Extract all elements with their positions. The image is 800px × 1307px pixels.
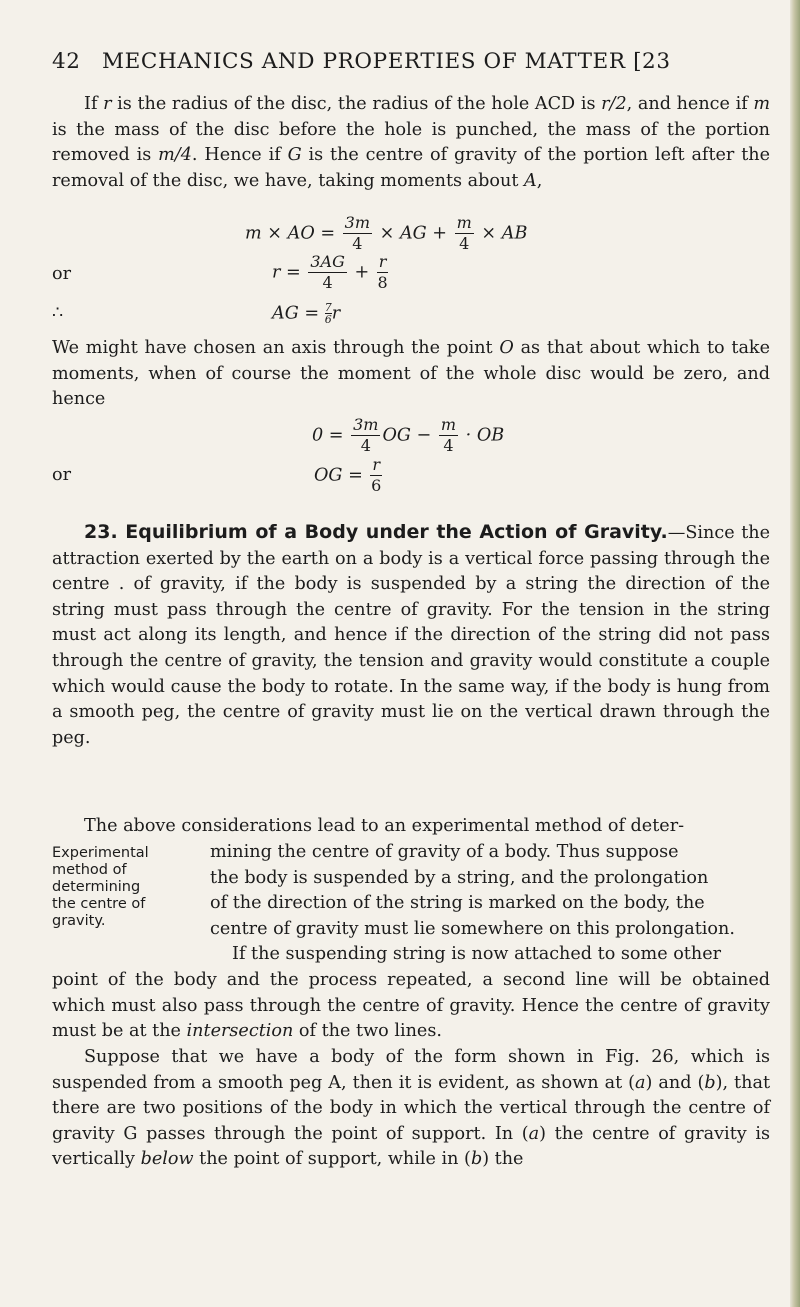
section-heading: 23. Equilibrium of a Body under the Action of Gravity.	[84, 521, 668, 543]
running-header	[52, 49, 752, 74]
paragraph-experimental-lead: The above considerations lead to an experimental method of deter-	[84, 816, 685, 836]
fraction: $\frac{3m}{4}$	[344, 213, 371, 253]
page-number: 42	[52, 49, 81, 74]
equation-og: OG = $\frac{r}{6}$	[314, 455, 382, 495]
running-title: MECHANICS AND PROPERTIES OF MATTER	[102, 49, 626, 74]
equation-ag: AG = $\frac{7}{6}r$	[272, 301, 341, 326]
fraction: $\frac{m}{4}$	[456, 213, 472, 253]
section-23: 23. Equilibrium of a Body under the Action of Gravity.—Since the attraction exerted by the earth on a body is a vertical force passing through the centre . of gravity, if the body is suspended by a string the direction of the string must pass through the centre of gravity. For the tension in the string must act along its length, and hence if the direction of the string did not pass through the centre of gravity, the tension and gravity would constitute a couple which would cause the body to rotate. In the same way, if the body is hung from a smooth peg, the centre of gravity must lie on the vertical drawn through the peg.	[52, 521, 771, 748]
eq-label-or-2: or	[52, 465, 72, 485]
eq-label-therefore: ∴	[52, 303, 64, 323]
equation-zero-moment: 0 = $\frac{3m}{4}$ OG − $\frac{m}{4}$ · OB	[312, 415, 505, 455]
equation-moments: m × AO = $\frac{3m}{4}$ × AG + $\frac{m}{4}$ × AB	[245, 213, 528, 253]
fraction: $\frac{3m}{4}$	[353, 415, 379, 455]
margin-note: Experimental method of determining the centre of gravity.	[52, 845, 149, 929]
page-edge-shadow	[790, 0, 800, 1307]
section-ref: [23	[633, 49, 671, 74]
paragraph-disc-hole: If r is the radius of the disc, the radius of the hole ACD is r/2, and hence if m is the mass of the disc before the hole is punched, the mass of the portion removed is m/4. Hence if G is the centre of gravity of the portion left after the removal of the disc, we have, taking moments about A,	[52, 94, 771, 191]
eq-label-or: or	[52, 264, 72, 284]
fraction: $\frac{r}{8}$	[377, 252, 388, 292]
fraction: $\frac{m}{4}$	[440, 415, 457, 455]
paragraph-fig26: Suppose that we have a body of the form shown in Fig. 26, which is suspended from a smooth peg A, then it is evident, as shown at (a) and (b), that there are two positions of the body in which the vertical through the centre of gravity G passes through the point of support. In (a) the centre of gravity is vertically below the point of support, while in (b) the	[52, 1047, 771, 1170]
fraction: $\frac{r}{6}$	[371, 455, 382, 495]
small-fraction: $\frac{7}{6}$	[324, 301, 332, 326]
fraction: $\frac{3AG}{4}$	[310, 252, 345, 292]
paragraph-alternate-axis: We might have chosen an axis through the point O as that about which to take moments, when of course the moment of the whole disc would be zero, and hence	[52, 338, 771, 410]
equation-r: r = $\frac{3AG}{4}$ + $\frac{r}{8}$	[272, 252, 388, 292]
paragraph-experimental-rest: point of the body and the process repeated, a second line will be obtained which must also pass through the centre of gravity. Hence the centre of gravity must be at the intersection of the two lines.	[52, 970, 770, 1042]
paragraph-experimental-body: mining the centre of gravity of a body. Thus suppose the body is suspended by a string, and the prolongation of the direction of the string is marked on the body, the centre of gravity must lie somewhere on this prolongation. If the suspending string is now attached to some other	[210, 842, 735, 965]
